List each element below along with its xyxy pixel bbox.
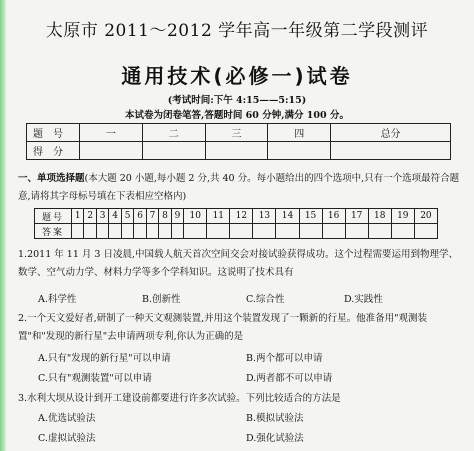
answer-grid-number: 9: [171, 209, 183, 224]
answer-cell[interactable]: [276, 224, 299, 239]
answer-cell[interactable]: [109, 224, 121, 239]
question-stem: 1.2011 年 11 月 3 日凌晨,中国载人航天首次空间交会对接试验获得成功。这个过程需要运用到物理学、数学、空气动力学、材料力学等多个学科知识。这说明了技术具有: [18, 249, 458, 278]
answer-cell[interactable]: [121, 224, 133, 239]
option: A.科学性: [38, 294, 77, 305]
score-cell[interactable]: [205, 142, 268, 160]
option: D.两者都不可以申请: [246, 373, 333, 384]
answer-grid-number: 5: [121, 209, 133, 224]
answer-cell[interactable]: [96, 224, 108, 239]
answer-cell[interactable]: [184, 224, 207, 239]
answer-grid-number: 7: [146, 209, 158, 224]
question-3: [18, 390, 462, 408]
answer-cell[interactable]: [368, 224, 391, 239]
answer-cell[interactable]: [391, 224, 414, 239]
score-col: 一: [80, 124, 143, 142]
answer-cell[interactable]: [146, 224, 158, 239]
answer-grid-number: 3: [96, 209, 108, 224]
option: C.虚拟试验法: [38, 433, 96, 444]
option: A.优选试验法: [38, 413, 96, 424]
answer-grid-number: 2: [84, 209, 96, 224]
answer-cell[interactable]: [414, 224, 437, 239]
option: A.只有"发现的新行星"可以申请: [38, 353, 171, 364]
answer-cell[interactable]: [134, 224, 146, 239]
answer-grid-answer-row: [35, 224, 438, 239]
answer-cell[interactable]: [171, 224, 183, 239]
answer-cell[interactable]: [84, 224, 96, 239]
exam-time: (考试时间:下午 4:15——5:15): [167, 95, 307, 106]
answer-cell[interactable]: [159, 224, 171, 239]
answer-grid-number: 15: [299, 209, 322, 224]
answer-grid-number: 1: [72, 209, 84, 224]
answer-grid-number: 8: [159, 209, 171, 224]
answer-grid-number: 16: [322, 209, 345, 224]
answer-grid-number: 14: [276, 209, 299, 224]
answer-grid-number: 13: [253, 209, 276, 224]
section-1-heading: 一、单项选择题: [18, 173, 85, 184]
option: C.综合性: [246, 294, 285, 305]
score-table-score-row: [27, 142, 451, 160]
exam-note: 本试卷为闭卷笔答,答题时间 60 分钟,满分 100 分。: [125, 110, 349, 121]
answer-grid-number: 18: [368, 209, 391, 224]
answer-grid-number: 12: [230, 209, 253, 224]
answer-cell[interactable]: [345, 224, 368, 239]
answer-grid-label: 答案: [35, 224, 72, 239]
answer-grid-number: 10: [184, 209, 207, 224]
answer-grid-number: 17: [345, 209, 368, 224]
question-stem: 3.水利大坝从设计到开工建设前都要进行许多次试验。下列比较适合的方法是: [18, 393, 341, 404]
score-table-header-row: [27, 124, 451, 142]
question-1: [18, 246, 462, 282]
option: D.实践性: [344, 294, 383, 305]
answer-grid-number: 4: [109, 209, 121, 224]
answer-cell[interactable]: [230, 224, 253, 239]
score-table: [26, 123, 451, 160]
score-col: 二: [142, 124, 205, 142]
option: D.强化试验法: [246, 433, 304, 444]
option: B.两个都可以申请: [246, 353, 323, 364]
header-title: 太原市 2011～2012 学年高一年级第二学段测评: [45, 21, 429, 41]
answer-grid-number-row: [35, 209, 438, 224]
section-1-instructions: [18, 170, 462, 206]
option: B.创新性: [142, 294, 181, 305]
answer-grid: [34, 208, 438, 239]
answer-grid-number: 6: [134, 209, 146, 224]
score-col: 三: [205, 124, 268, 142]
exam-title: 通用技术(必修一)试卷: [121, 64, 353, 88]
score-cell[interactable]: [142, 142, 205, 160]
answer-grid-number: 19: [391, 209, 414, 224]
answer-cell[interactable]: [72, 224, 84, 239]
score-col: 总分: [331, 124, 451, 142]
answer-grid-number: 11: [207, 209, 230, 224]
score-row-label: 得分: [27, 142, 80, 160]
question-stem: 2.一个天文爱好者,研制了一种天文观测装置,并用这个装置发现了一颗新的行星。他准备用"观测装置"和"发现的新行星"去申请两项专利,你认为正确的是: [18, 313, 427, 342]
answer-cell[interactable]: [322, 224, 345, 239]
score-cell[interactable]: [268, 142, 331, 160]
option: B.模拟试验法: [246, 413, 304, 424]
question-2: [18, 310, 462, 346]
answer-cell[interactable]: [253, 224, 276, 239]
answer-cell[interactable]: [299, 224, 322, 239]
score-cell[interactable]: [80, 142, 143, 160]
answer-grid-label: 题号: [35, 209, 72, 224]
answer-grid-number: 20: [414, 209, 437, 224]
score-row-label: 题号: [27, 124, 80, 142]
score-col: 四: [268, 124, 331, 142]
section-1-text: (本大题 20 小题,每小题 2 分,共 40 分。每小题给出的四个选项中,只有一个选项最符合题意,请将其字母标号填在下表相应空格内): [18, 173, 460, 202]
score-cell[interactable]: [331, 142, 451, 160]
option: C.只有"观测装置"可以申请: [38, 373, 152, 384]
answer-cell[interactable]: [207, 224, 230, 239]
